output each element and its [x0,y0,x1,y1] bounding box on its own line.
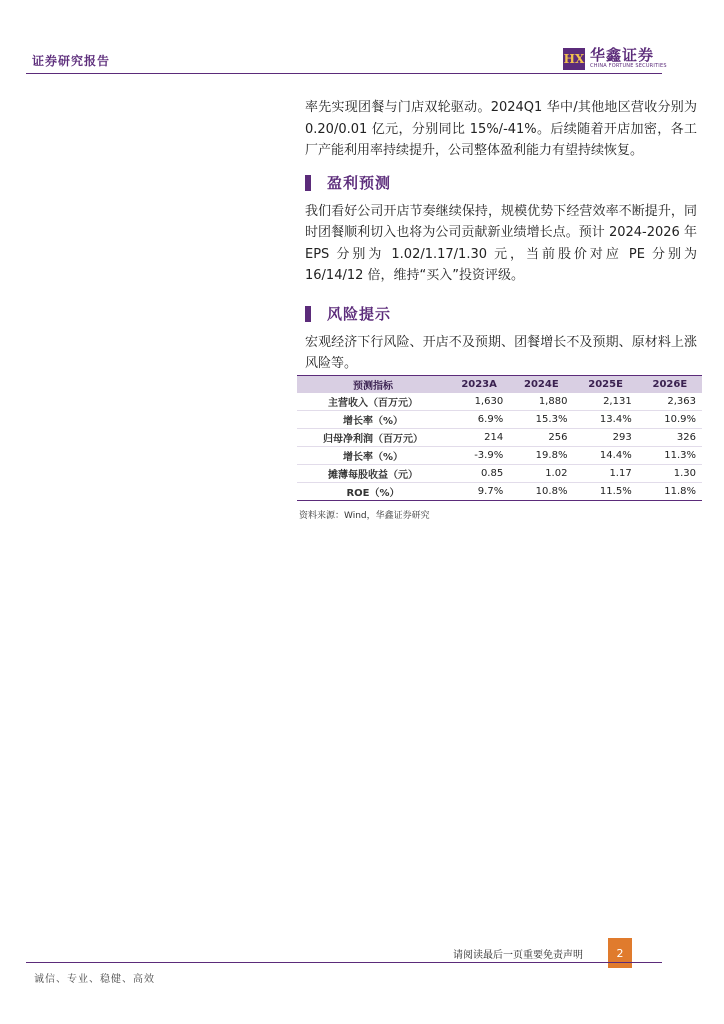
table-cell: 10.9% [638,411,702,429]
table-cell: 11.5% [573,483,637,501]
table-row [297,465,702,483]
table-cell: 256 [509,429,573,447]
risk-paragraph: 宏观经济下行风险、开店不及预期、团餐增长不及预期、原材料上涨风险等。 [305,334,697,371]
table-header-cell: 预测指标 [297,376,449,394]
table-cell: 14.4% [573,447,637,465]
table-cell: 19.8% [509,447,573,465]
row-label: ROE（%） [297,483,449,501]
logo-name-cn: 华鑫证券 [590,46,655,64]
row-label: 主营收入（百万元） [297,393,449,411]
footer-motto: 诚信、专业、稳健、高效 [34,974,155,985]
table-cell: 1.17 [573,465,637,483]
main-content [305,97,697,375]
table-row [297,429,702,447]
source-note: 资料来源：Wind，华鑫证券研究 [299,511,430,521]
section-heading-risk [305,301,697,327]
table-row [297,393,702,411]
table-cell: 15.3% [509,411,573,429]
logo-mark-icon: HX [563,48,585,70]
table-cell: 2,363 [638,393,702,411]
header-divider [26,73,662,74]
table-cell: 11.8% [638,483,702,501]
row-label: 归母净利润（百万元） [297,429,449,447]
table-cell: 0.85 [449,465,509,483]
disclaimer-link[interactable]: 请阅读最后一页重要免责声明 [453,950,583,961]
table-row [297,447,702,465]
page-number-badge: 2 [608,938,632,968]
table-header-cell: 2024E [509,376,573,394]
table-cell: 214 [449,429,509,447]
report-type-label: 证券研究报告 [32,54,111,68]
table-cell: 10.8% [509,483,573,501]
footer-divider [26,962,662,963]
table-header-cell: 2026E [638,376,702,394]
table-cell: 1,630 [449,393,509,411]
table-header-cell: 2025E [573,376,637,394]
section-title: 风险提示 [327,305,392,323]
table-cell: 326 [638,429,702,447]
table-cell: 6.9% [449,411,509,429]
forecast-paragraph: 我们看好公司开店节奏继续保持，规模优势下经营效率不断提升，同时团餐顺利切入也将为公司贡献新业绩增长点。预计 2024-2026 年 EPS 分别为 1.02/1.17/1.30 元，当前股价对应 PE 分别为 16/14/12 倍，维持“买入”投资评级。 [305,203,697,283]
section-marker-icon [305,306,311,322]
table-cell: 1.30 [638,465,702,483]
company-logo [563,47,667,70]
forecast-table [297,375,702,501]
logo-name-en: CHINA FORTUNE SECURITIES [590,63,667,69]
table-header-row [297,376,702,394]
section-marker-icon [305,175,311,191]
row-label: 增长率（%） [297,411,449,429]
table-row [297,483,702,501]
table-cell: 11.3% [638,447,702,465]
section-heading-forecast [305,170,697,196]
table-cell: 2,131 [573,393,637,411]
table-cell: 13.4% [573,411,637,429]
table-cell: -3.9% [449,447,509,465]
table-cell: 1.02 [509,465,573,483]
table-header-cell: 2023A [449,376,509,394]
table-cell: 293 [573,429,637,447]
table-cell: 9.7% [449,483,509,501]
row-label: 摊薄每股收益（元） [297,465,449,483]
intro-paragraph: 率先实现团餐与门店双轮驱动。2024Q1 华中/其他地区营收分别为 0.20/0.01 亿元，分别同比 15%/-41%。后续随着开店加密，各工厂产能利用率持续提升，公司整体盈利能力有望持续恢复。 [305,100,697,158]
table-cell: 1,880 [509,393,573,411]
row-label: 增长率（%） [297,447,449,465]
section-title: 盈利预测 [327,174,392,192]
table-row [297,411,702,429]
